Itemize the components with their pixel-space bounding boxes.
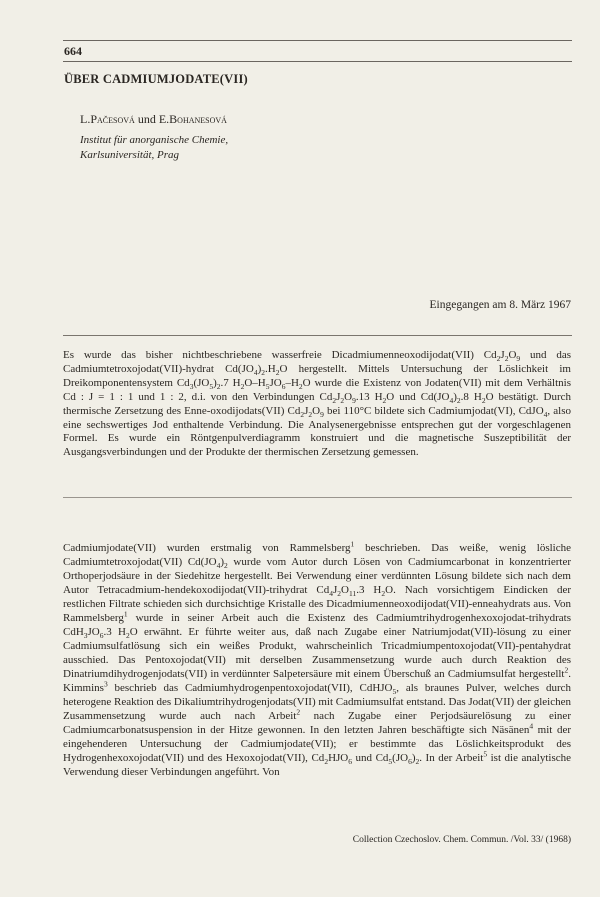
header-rule (63, 61, 572, 62)
affiliation-line2: Karlsuniversität, Prag (80, 149, 180, 161)
article-title: ÜBER CADMIUMJODATE(VII) (64, 72, 248, 86)
author2-name: Bohanesová (169, 112, 227, 126)
author2-initial: E. (158, 112, 170, 126)
abstract-top-rule (63, 335, 572, 336)
received-date: Eingegangen am 8. März 1967 (429, 299, 571, 311)
abstract (63, 349, 571, 460)
page-number: 664 (64, 44, 82, 58)
author1-initial: L. (80, 112, 91, 126)
author1-name: Pačesová (90, 112, 135, 126)
affiliation-line1: Institut für anorganische Chemie, (80, 134, 229, 146)
journal-footer: Collection Czechoslov. Chem. Commun. /Vol. 33/ (1968) (352, 835, 571, 845)
affiliation (80, 133, 228, 163)
abstract-bottom-rule (63, 497, 572, 498)
body-paragraph: Cadmiumjodate(VII) wurden erstmalig von Rammelsberg$^1$ beschrieben. Das weiße, wenig lösliche Cadmiumtetroxojodat(VII) $Cd(JO_4)_2$ wurde vom Autor durch Lösen von Cadmiumcarbonat in konzentrierter Orthoperjodsäure in der Siedehitze hergestellt. Bei Verwendung einer verdünnten Lösung bildete sich nach dem Autor Tetracadmium-hendekoxodijodat(VII)-trihydrat $Cd_4J_2O_{11}.3$ $H_2O$. Nach vorsichtigem Eindicken der restlichen Filtrate schieden sich durchsichtige Kristalle des Dicadmiumenneoxodijodat(VII)-enneahydrats aus. Von Rammelsberg$^1$ wurde in seiner Arbeit auch die Existenz des Cadmiumtrihydrogenhexoxojodat-trihydrats $CdH_3JO_6.3$ $H_2O$ erwähnt. Er führte weiter aus, daß nach Zugabe einer Natriumjodat(VII)-lösung zu einer Cadmiumsulfatlösung sich ein weißes Produkt, wahrscheinlich Tricadmiumpentoxojodat(VII)-pentahydrat ausschied. Das Pentoxojodat(VII) mit derselben Zusammensetzung wurde auch durch Reaktion des Dinatriumdihydrogenjodats(VII) in verdünnter Salpetersäure mit einem Überschuß an Cadmiumsulfat hergestellt$^2$. Kimmins$^3$ beschrieb das Cadmiumhydrogenpentoxojodat(VII), CdHJO$_5$, als braunes Pulver, welches durch heterogene Reaktion des Dikaliumtrihydrogenjodats(VII) mit Cadmiumsulfat entstand. Das Jodat(VII) der gleichen Zusammensetzung wurde auch nach Arbeit$^2$ nach Zugabe einer Perjodsäurelösung zu einer Cadmiumcarbonatsuspension in der Hitze gewonnen. In den letzten Jahren beschäftigte sich Näsänen$^4$ mit der eingehenderen Untersuchung der Cadmiumjodate(VII); er bestimmte das Löslichkeitsprodukt des Hydrogenhexoxojodat(VII) und des Hexoxojodat(VII), $Cd_2HJO_6$ und $Cd_5(JO_6)_2$. In der Arbeit$^5$ ist die analytische Verwendung dieser Verbindungen angeführt. Von (63, 539, 572, 778)
author-conjunction: und (134, 112, 159, 126)
authors (80, 112, 227, 127)
top-rule (63, 40, 572, 41)
abstract-text: Es wurde das bisher nichtbeschriebene wasserfreie Dicadmiumenneoxodijodat(VII) $Cd_2J_2O_9$ und das Cadmiumtetroxojodat(VII)-hydrat $Cd(JO_4)_2.H_2O$ hergestellt. Mittels Untersuchung der Löslichkeit im Dreikomponentensystem $Cd_3(JO_5)_2.7$ $H_2O-H_5JO_6-H_2O$ wurde die Existenz von Jodaten(VII) mit dem Verhältnis Cd : J = 1 : 1 und 1 : 2, d.i. von den Verbindungen $Cd_2J_2O_9.13$ $H_2O$ und $Cd(JO_4)_2.8$ $H_2O$ bestätigt. Durch thermische Zersetzung des Enne-oxodijodats(VII) $Cd_2J_2O_9$ bei 110°C bildete sich Cadmiumjodat(VI), CdJO$_4$, also eine sechswertiges Jod enthaltende Verbindung. Die Analysenergebnisse entsprechen gut der vorgeschlagenen Formel. Es wurde ein Röntgenpulverdiagramm konstruiert und die magnetische Suszeptibilität der Ausgangsverbindungen und der Produkte der thermischen Zersetzung gemessen. (63, 349, 572, 459)
body-text (63, 541, 571, 779)
